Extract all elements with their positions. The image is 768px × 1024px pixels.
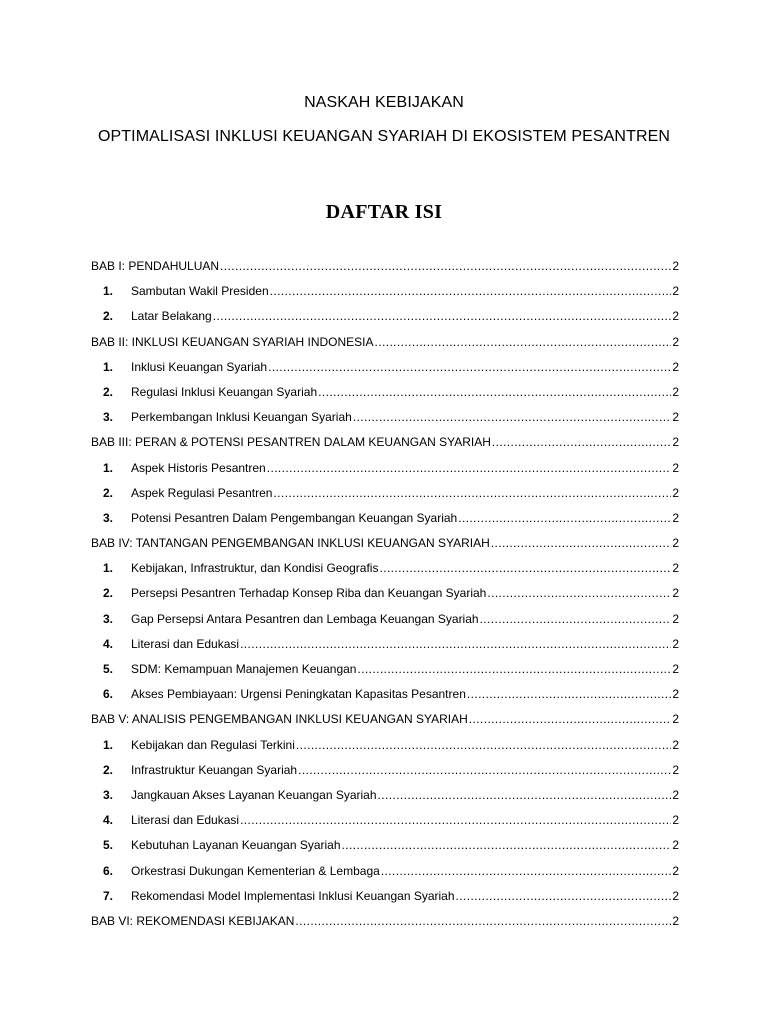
toc-entry-number: 1.	[103, 359, 114, 374]
toc-section-entry[interactable]	[91, 556, 679, 581]
toc-page-number: 2	[672, 510, 679, 525]
toc-section-entry[interactable]	[91, 506, 679, 531]
toc-dot-leader	[213, 304, 672, 329]
toc-entry-number: 5.	[103, 838, 114, 853]
toc-section-entry[interactable]	[91, 758, 679, 783]
toc-dot-leader	[381, 859, 672, 884]
toc-section-entry[interactable]	[91, 481, 679, 506]
toc-entry-title: BAB V: ANALISIS PENGEMBANGAN INKLUSI KEUANGAN SYARIAH	[91, 712, 468, 727]
toc-section-entry[interactable]	[91, 405, 679, 430]
toc-section-entry[interactable]	[91, 355, 679, 380]
toc-dot-leader	[342, 833, 672, 858]
toc-section-entry[interactable]	[91, 581, 679, 606]
toc-section-entry[interactable]	[91, 456, 679, 481]
toc-entry-title: Literasi dan Edukasi	[131, 636, 240, 651]
toc-dot-leader	[295, 909, 671, 934]
toc-page-number: 2	[672, 536, 679, 551]
toc-page-number: 2	[672, 284, 679, 299]
toc-page-number: 2	[672, 636, 679, 651]
toc-section-entry[interactable]	[91, 279, 679, 304]
toc-page-number: 2	[672, 359, 679, 374]
toc-entry-title: Kebijakan dan Regulasi Terkini	[131, 737, 295, 752]
toc-entry-number: 7.	[103, 888, 114, 903]
toc-entry-title: Kebijakan, Infrastruktur, dan Kondisi Geografis	[131, 561, 379, 576]
toc-dot-leader	[480, 607, 672, 632]
toc-chapter-entry[interactable]	[91, 330, 679, 355]
toc-chapter-entry[interactable]	[91, 531, 679, 556]
toc-dot-leader	[298, 758, 671, 783]
toc-entry-title: BAB VI: REKOMENDASI KEBIJAKAN	[91, 913, 295, 928]
toc-entry-title: BAB III: PERAN & POTENSI PESANTREN DALAM KEUANGAN SYARIAH	[91, 435, 491, 450]
toc-entry-title: Regulasi Inklusi Keuangan Syariah	[131, 384, 318, 399]
toc-entry-title: BAB I: PENDAHULUAN	[91, 259, 220, 273]
toc-section-entry[interactable]	[91, 733, 679, 758]
toc-entry-number: 3.	[103, 611, 114, 626]
toc-entry-title: BAB II: INKLUSI KEUANGAN SYARIAH INDONESIA	[91, 334, 374, 349]
toc-entry-title: Inklusi Keuangan Syariah	[131, 359, 268, 374]
toc-entry-title: Infrastruktur Keuangan Syariah	[131, 762, 298, 777]
toc-page-number: 2	[672, 410, 679, 425]
toc-entry-title: Rekomendasi Model Implementasi Inklusi Keuangan Syariah	[131, 888, 455, 903]
toc-entry-number: 4.	[103, 813, 114, 828]
toc-entry-title: Orkestrasi Dukungan Kementerian & Lembaga	[131, 863, 380, 878]
toc-dot-leader	[469, 707, 672, 732]
toc-dot-leader	[487, 581, 671, 606]
toc-page-number: 2	[672, 561, 679, 576]
toc-entry-title: SDM: Kemampuan Manajemen Keuangan	[131, 662, 357, 676]
toc-page-number: 2	[672, 334, 679, 349]
toc-entry-number: 1.	[103, 460, 114, 475]
toc-dot-leader	[357, 657, 671, 682]
toc-dot-leader	[456, 884, 672, 909]
toc-section-entry[interactable]	[91, 808, 679, 833]
toc-section-entry[interactable]	[91, 682, 679, 707]
toc-page-number: 2	[672, 813, 679, 828]
toc-chapter-entry[interactable]	[91, 430, 679, 455]
toc-entry-number: 4.	[103, 636, 114, 651]
toc-entry-title: Jangkauan Akses Layanan Keuangan Syariah	[131, 787, 377, 802]
toc-heading: DAFTAR ISI	[325, 201, 443, 223]
toc-chapter-entry[interactable]	[91, 707, 679, 732]
toc-page-number: 2	[672, 737, 679, 752]
toc-page-number: 2	[672, 309, 679, 324]
document-subtitle: OPTIMALISASI INKLUSI KEUANGAN SYARIAH DI EKOSISTEM PESANTREN	[97, 128, 671, 145]
toc-entry-number: 3.	[103, 510, 114, 525]
toc-dot-leader	[270, 279, 672, 304]
toc-section-entry[interactable]	[91, 632, 679, 657]
toc-entry-number: 6.	[103, 863, 114, 878]
toc-dot-leader	[220, 254, 671, 279]
toc-dot-leader	[318, 380, 671, 405]
toc-entry-number: 3.	[103, 410, 114, 425]
toc-page-number: 2	[672, 712, 679, 727]
toc-entry-title: Sambutan Wakil Presiden	[131, 284, 269, 299]
toc-entry-title: Latar Belakang	[131, 309, 212, 324]
toc-page-number: 2	[672, 913, 679, 928]
toc-dot-leader	[273, 481, 671, 506]
toc-dot-leader	[353, 405, 672, 430]
toc-dot-leader	[375, 330, 672, 355]
toc-page-number: 2	[672, 435, 679, 450]
toc-dot-leader	[467, 682, 671, 707]
toc-section-entry[interactable]	[91, 380, 679, 405]
toc-entry-title: Gap Persepsi Antara Pesantren dan Lembaga Keuangan Syariah	[131, 611, 479, 626]
toc-chapter-entry[interactable]	[91, 909, 679, 934]
toc-dot-leader	[296, 733, 671, 758]
toc-entry-title: Aspek Historis Pesantren	[131, 460, 266, 475]
toc-dot-leader	[240, 808, 671, 833]
toc-page-number: 2	[672, 762, 679, 777]
toc-entry-number: 1.	[103, 561, 114, 576]
toc-page-number: 2	[672, 863, 679, 878]
toc-entry-number: 6.	[103, 687, 114, 702]
toc-entry-title: Aspek Regulasi Pesantren	[131, 485, 273, 500]
toc-page-number: 2	[672, 888, 679, 903]
toc-entry-title: Potensi Pesantren Dalam Pengembangan Keuangan Syariah	[131, 510, 458, 525]
toc-page-number: 2	[672, 586, 679, 601]
table-of-contents	[91, 254, 679, 934]
toc-dot-leader	[491, 531, 672, 556]
toc-section-entry[interactable]	[91, 607, 679, 632]
toc-dot-leader	[268, 355, 671, 380]
toc-entry-number: 2.	[103, 762, 114, 777]
toc-entry-title: Literasi dan Edukasi	[131, 813, 240, 828]
toc-entry-number: 2.	[103, 384, 114, 399]
toc-section-entry[interactable]	[91, 884, 679, 909]
toc-entry-title: BAB IV: TANTANGAN PENGEMBANGAN INKLUSI KEUANGAN SYARIAH	[91, 536, 490, 551]
toc-entry-number: 1.	[103, 284, 114, 299]
toc-entry-number: 1.	[103, 737, 114, 752]
toc-page-number: 2	[672, 460, 679, 475]
toc-page-number: 2	[672, 662, 679, 676]
toc-section-entry[interactable]	[91, 783, 679, 808]
toc-section-entry[interactable]	[91, 859, 679, 884]
toc-dot-leader	[240, 632, 671, 657]
toc-page-number: 2	[672, 611, 679, 626]
toc-page-number: 2	[672, 384, 679, 399]
toc-chapter-entry[interactable]	[91, 254, 679, 279]
toc-entry-number: 5.	[103, 662, 114, 676]
toc-entry-number: 2.	[103, 586, 114, 601]
toc-page-number: 2	[672, 687, 679, 702]
toc-entry-title: Kebutuhan Layanan Keuangan Syariah	[131, 838, 341, 853]
toc-page-number: 2	[672, 485, 679, 500]
toc-section-entry[interactable]	[91, 304, 679, 329]
toc-entry-number: 2.	[103, 309, 114, 324]
toc-section-entry[interactable]	[91, 657, 679, 682]
toc-entry-number: 3.	[103, 787, 114, 802]
toc-entry-number: 2.	[103, 485, 114, 500]
toc-dot-leader	[378, 783, 672, 808]
toc-dot-leader	[492, 430, 671, 455]
toc-page-number: 2	[672, 838, 679, 853]
toc-entry-title: Persepsi Pesantren Terhadap Konsep Riba dan Keuangan Syariah	[131, 586, 487, 601]
toc-dot-leader	[379, 556, 671, 581]
toc-page-number: 2	[672, 259, 679, 273]
toc-page-number: 2	[672, 787, 679, 802]
toc-entry-title: Perkembangan Inklusi Keuangan Syariah	[131, 410, 352, 425]
document-title: NASKAH KEBIJAKAN	[304, 94, 464, 111]
toc-dot-leader	[458, 506, 671, 531]
toc-section-entry[interactable]	[91, 833, 679, 858]
toc-entry-title: Akses Pembiayaan: Urgensi Peningkatan Kapasitas Pesantren	[131, 687, 466, 702]
toc-dot-leader	[267, 456, 672, 481]
